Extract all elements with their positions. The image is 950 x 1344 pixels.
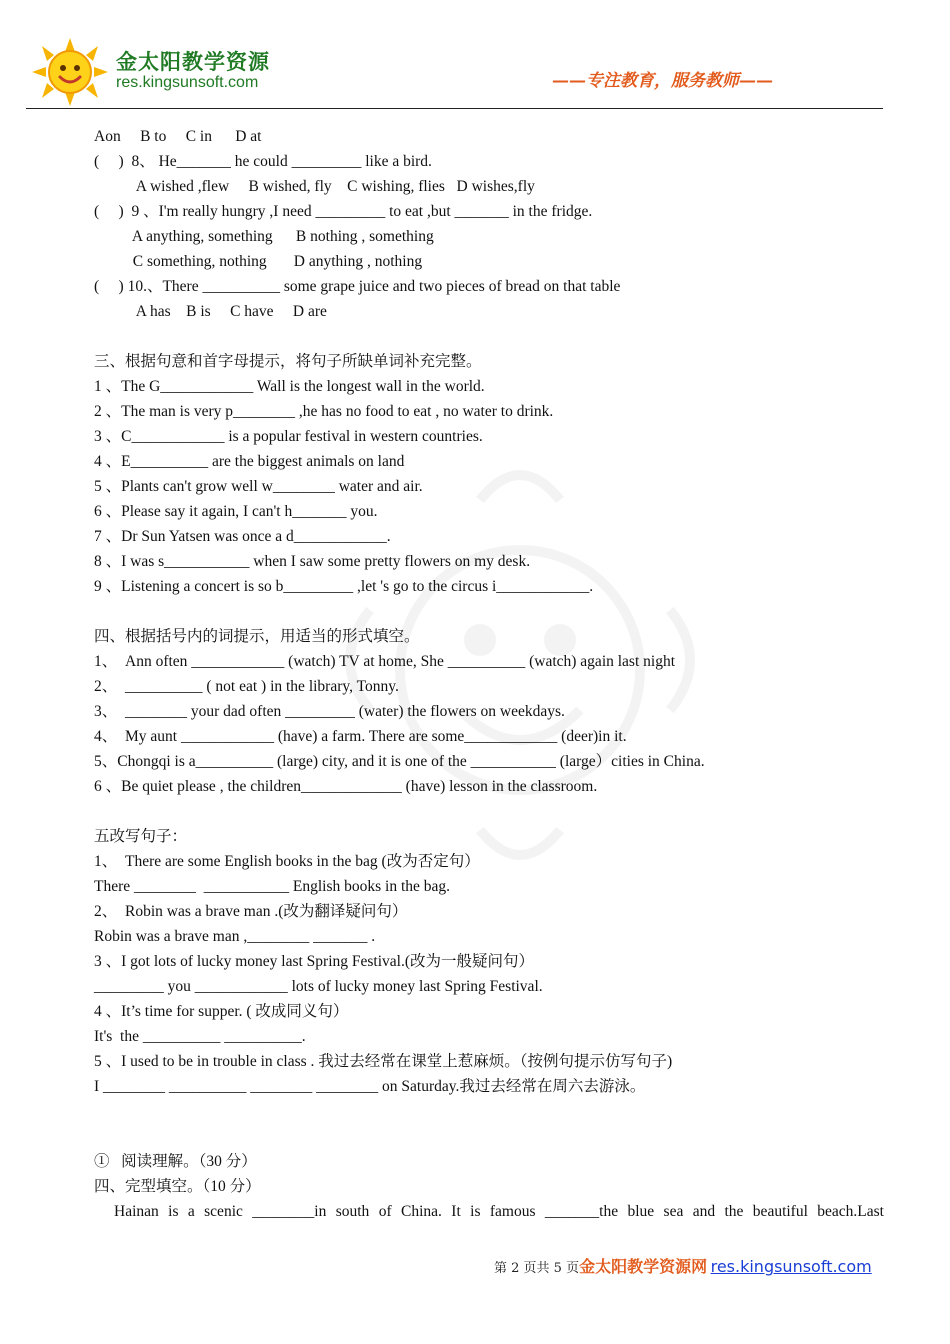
page-info: 第 2 页共 5 页 [494, 1261, 580, 1276]
section-heading: 四、根据括号内的词提示，用适当的形式填空。 [94, 628, 420, 645]
text-line: _________ you ____________ lots of lucky money last Spring Festival. [94, 978, 543, 995]
text-line: A has B is C have D are [94, 303, 327, 320]
text-line: 3 、I got lots of lucky money last Spring Festival.(改为一般疑问句） [94, 953, 535, 970]
footer-link[interactable]: res.kingsunsoft.com [710, 1257, 872, 1276]
text-line: 4 、E__________ are the biggest animals on land [94, 453, 405, 470]
text-line: Robin was a brave man ,________ _______ . [94, 928, 376, 945]
text-line: 6 、Please say it again, I can't h_______ you. [94, 503, 378, 520]
text-line: 5 、I used to be in trouble in class . 我过去经常在课堂上惹麻烦。（按例句提示仿写句子) [94, 1053, 673, 1070]
text-line: 1 、The G____________ Wall is the longest wall in the world. [94, 378, 485, 395]
text-line: There ________ ___________ English books in the bag. [94, 878, 451, 895]
text-line: 9 、Listening a concert is so b_________ ,let 's go to the circus i____________. [94, 578, 594, 595]
text-line: A anything, something B nothing , something [94, 228, 434, 245]
text-line: 1、 There are some English books in the bag (改为否定句） [94, 853, 480, 870]
text-line: I ________ __________ ________ ________ on Saturday.我过去经常在周六去游泳。 [94, 1078, 646, 1095]
document-body [94, 124, 884, 1224]
footer-brand: 金太阳教学资源网 [579, 1257, 708, 1276]
text-line: 5 、Plants can't grow well w________ water and air. [94, 478, 423, 495]
text-line: 2、 __________ ( not eat ) in the library, Tonny. [94, 678, 399, 695]
text-line: 3 、C____________ is a popular festival in western countries. [94, 428, 483, 445]
text-line: 8 、I was s___________ when I saw some pretty flowers on my desk. [94, 553, 531, 570]
text-line: C something, nothing D anything , nothing [94, 253, 423, 270]
text-line: 6 、Be quiet please , the children_____________ (have) lesson in the classroom. [94, 778, 598, 795]
text-line: ( ) 8、 He_______ he could _________ like a bird. [94, 153, 432, 170]
text-line: Aon B to C in D at [94, 128, 262, 145]
text-line: 4、 My aunt ____________ (have) a farm. There are some____________ (deer)in it. [94, 728, 627, 745]
section-heading: 三、根据句意和首字母提示，将句子所缺单词补充完整。 [94, 353, 482, 370]
blank-line [94, 1099, 884, 1124]
header-divider [26, 108, 883, 109]
text-line: 1、 Ann often ____________ (watch) TV at home, She __________ (watch) again last night [94, 653, 676, 670]
blank-line [94, 799, 884, 824]
text-line: It's the __________ __________. [94, 1028, 306, 1045]
section-heading: 四、完型填空。（10 分） [94, 1178, 261, 1195]
blank-line [94, 599, 884, 624]
text-line: ( ) 9 、I'm really hungry ,I need _________ to eat ,but _______ in the fridge. [94, 203, 593, 220]
text-line: 5、Chongqi is a__________ (large) city, and it is one of the ___________ (large）cities in China. [94, 753, 705, 770]
section-heading: ① 阅读理解。（30 分） [94, 1153, 257, 1170]
header-slogan: ——专注教育，服务教师—— [552, 71, 773, 91]
page-header [0, 0, 950, 112]
text-line: 7 、Dr Sun Yatsen was once a d____________. [94, 528, 391, 545]
blank-line [94, 1124, 884, 1149]
text-line: 4 、It’s time for supper. ( 改成同义句） [94, 1003, 349, 1020]
blank-line [94, 324, 884, 349]
passage-paragraph: Hainan is a scenic ________in south of China. It is famous _______the blue sea and the beautiful beach.Last [114, 1203, 884, 1220]
section-heading: 五改写句子： [94, 828, 188, 845]
text-line: A wished ,flew B wished, fly C wishing, flies D wishes,fly [94, 178, 535, 195]
text-line: 2 、The man is very p________ ,he has no food to eat , no water to drink. [94, 403, 554, 420]
logo-url[interactable]: res.kingsunsoft.com [116, 74, 259, 91]
text-line: 3、 ________ your dad often _________ (water) the flowers on weekdays. [94, 703, 565, 720]
text-line: ( ) 10.、There __________ some grape juice and two pieces of bread on that table [94, 278, 621, 295]
text-line: 2、 Robin was a brave man .(改为翻译疑问句） [94, 903, 408, 920]
logo-title: 金太阳教学资源 [116, 50, 270, 74]
sun-logo-icon [30, 38, 110, 106]
page-footer [494, 1254, 884, 1280]
